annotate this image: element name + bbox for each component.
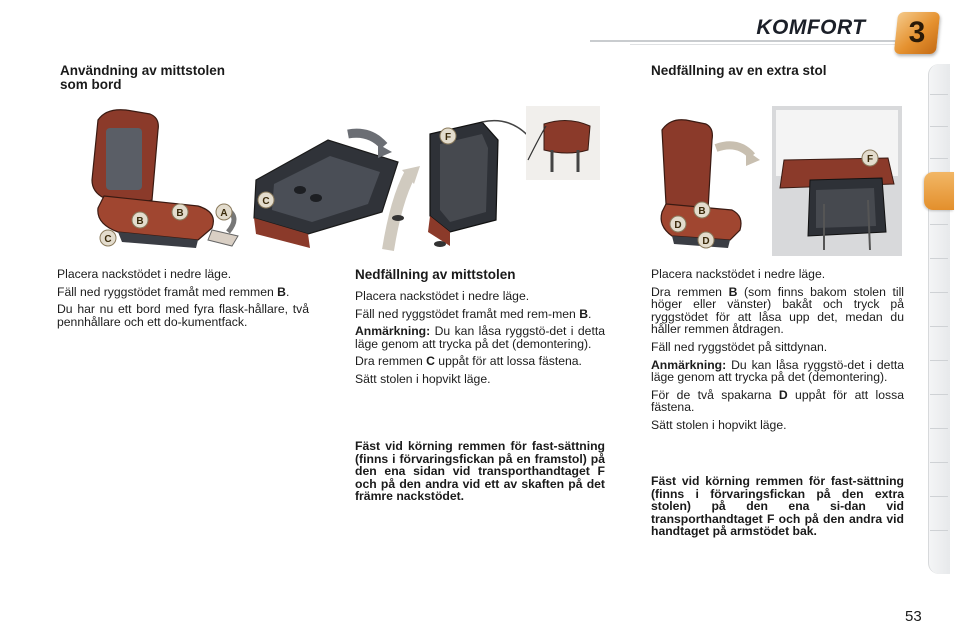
label-A: A: [220, 208, 228, 219]
chapter-tab-strip: [928, 64, 950, 574]
text-run: uppåt för att lossa fästena.: [651, 387, 904, 415]
tab-separator: [930, 462, 948, 463]
tab-separator: [930, 224, 948, 225]
chapter-number-badge: [894, 12, 940, 54]
center-seat-text: [355, 290, 605, 391]
heading-line-1: Användning av mittstolen: [60, 63, 226, 78]
paragraph: [57, 286, 309, 299]
section-heading-center-seat: Nedfällning av mittstolen: [355, 267, 516, 282]
tab-separator: [930, 496, 948, 497]
section-heading-extra-seat: Nedfällning av en extra stol: [651, 63, 827, 78]
section-heading-table: [60, 64, 290, 92]
text-run: För de två spakarna: [651, 387, 779, 402]
extra-seat-illustration: [648, 100, 904, 260]
chapter-title: KOMFORT: [756, 16, 866, 39]
reference-letter: D: [778, 387, 788, 402]
label-D: D: [702, 236, 710, 247]
text-run: .: [588, 306, 592, 321]
tab-separator: [930, 94, 948, 95]
label-B: B: [176, 208, 184, 219]
tab-separator: [930, 126, 948, 127]
reference-letter: B: [277, 284, 286, 299]
table-usage-text: [57, 268, 309, 333]
active-chapter-tab[interactable]: [924, 172, 954, 210]
seat-folded-upright-drawing: [392, 121, 540, 247]
label-B: B: [136, 216, 144, 227]
note-label: Anmärkning:: [355, 324, 431, 339]
seat-upright-drawing: [92, 110, 238, 248]
chapter-number: 3: [908, 16, 926, 49]
reference-letter: B: [728, 284, 738, 299]
paragraph: Placera nackstödet i nedre läge.: [355, 289, 530, 303]
headrest-inset-drawing: [526, 106, 600, 180]
text-run: .: [285, 284, 290, 299]
label-B: B: [698, 206, 706, 217]
tab-separator: [930, 394, 948, 395]
note-paragraph: [355, 325, 605, 350]
fold-arrow-drawing: [388, 174, 410, 250]
label-D: D: [674, 220, 682, 231]
paragraph: [651, 286, 904, 336]
driving-warning: Fäst vid körning remmen för fast-sättning (finns i förvaringsfickan på den extra stolen) på den ena si-dan vid transporthandtaget F och på den andra vid handtaget på armstödet bak.: [651, 474, 904, 539]
paragraph: Sätt stolen i hopvikt läge.: [651, 417, 787, 432]
tab-separator: [930, 360, 948, 361]
extra-seat-text: [651, 268, 904, 437]
tab-separator: [930, 292, 948, 293]
label-C: C: [104, 234, 112, 245]
tab-separator: [930, 530, 948, 531]
paragraph: [355, 355, 605, 368]
seat-folded-table-drawing: [254, 133, 398, 248]
note-label: Anmärkning:: [651, 357, 727, 372]
text-run: uppåt för att lossa fästena.: [434, 354, 582, 369]
extra-seat-folded-drawing: [772, 106, 902, 256]
text-run: Dra remmen: [651, 284, 729, 299]
paragraph: Sätt stolen i hopvikt läge.: [355, 371, 491, 386]
paragraph: [355, 308, 605, 321]
heading-line-2: som bord: [60, 77, 122, 92]
driving-warning: Fäst vid körning remmen för fast-sättning (finns i förvaringsfickan på en framstol) på den ena sidan vid transporthandtaget F och på den andra vid ett av skaften på det främre nackstödet.: [355, 439, 605, 504]
label-C: C: [262, 196, 270, 207]
text-run: Du kan låsa ryggstö-det i detta läge genom att trycka på det (demontering).: [355, 324, 605, 351]
paragraph: Fäll ned ryggstödet på sittdynan.: [651, 339, 828, 354]
tab-strip-background: [928, 64, 950, 574]
tab-separator: [930, 428, 948, 429]
center-seat-table-illustration: [78, 100, 608, 258]
text-run: Fäll ned ryggstödet framåt med remmen: [57, 284, 278, 299]
paragraph: Placera nackstödet i nedre läge.: [651, 267, 826, 281]
tab-separator: [930, 158, 948, 159]
tab-separator: [930, 258, 948, 259]
text-run: (som finns bakom stolen till höger eller vänster) bakåt och tryck på ryggstödet för att låsa upp det, medan du håller remmen åtdragen.: [651, 284, 905, 337]
label-F: F: [866, 154, 874, 165]
text-run: Du kan låsa ryggstö-det i detta läge genom att trycka på det (demontering).: [651, 357, 904, 385]
label-F: F: [444, 132, 452, 143]
paragraph: Du har nu ett bord med fyra flask-hållare, två pennhållare och ett do-kumentfack.: [57, 302, 309, 329]
reference-letter: B: [579, 306, 589, 321]
note-paragraph: [651, 359, 904, 384]
reference-letter: C: [426, 354, 435, 369]
paragraph: Placera nackstödet i nedre läge.: [57, 267, 232, 281]
text-run: Dra remmen: [355, 354, 427, 369]
paragraph: [651, 389, 904, 414]
page-number: 53: [905, 608, 922, 625]
text-run: Fäll ned ryggstödet framåt med rem-men: [355, 306, 580, 321]
tab-separator: [930, 326, 948, 327]
header-rule-thin: [630, 44, 910, 45]
